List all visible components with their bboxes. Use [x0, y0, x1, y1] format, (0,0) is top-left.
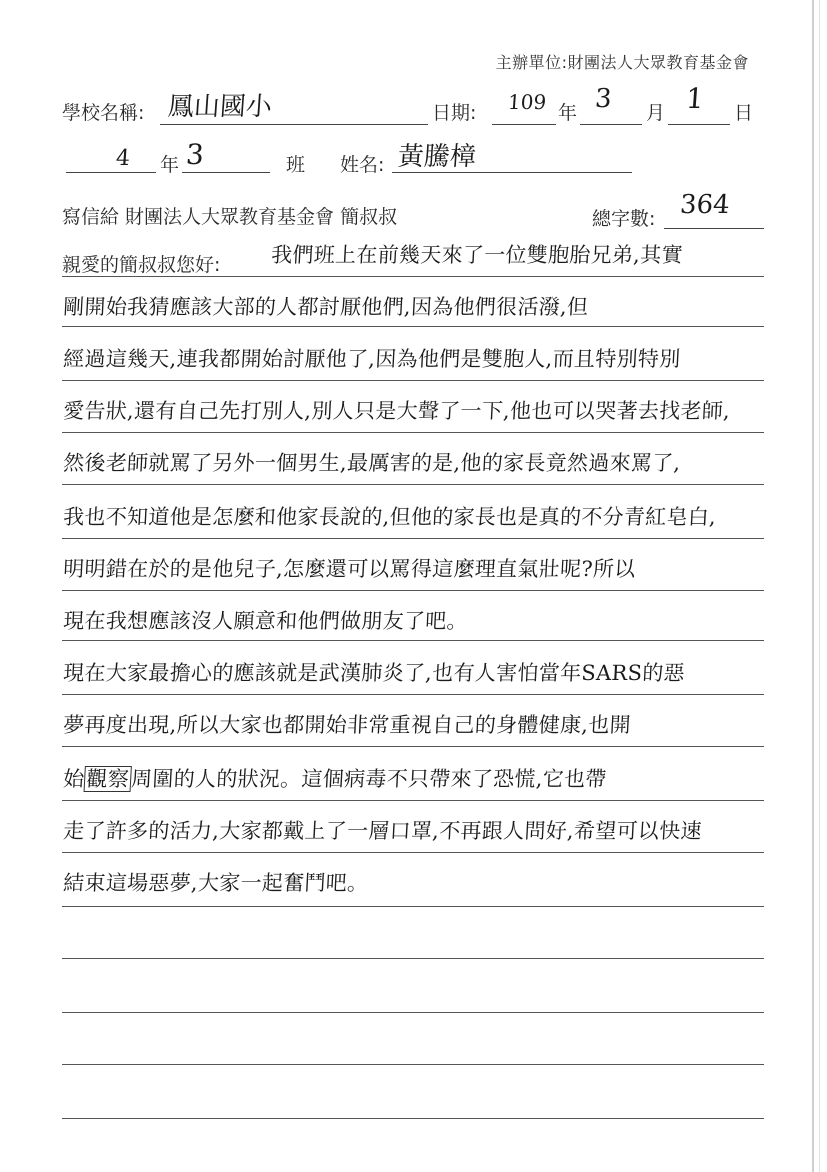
- day-unit: 日: [734, 102, 754, 124]
- word-count-value: 364: [678, 190, 731, 220]
- month-value: 3: [593, 84, 613, 114]
- ruled-line: [62, 958, 764, 959]
- letter-line: 我們班上在前幾天來了一位雙胞胎兄弟,其實: [270, 243, 684, 267]
- word-count-label: 總字數:: [592, 208, 656, 230]
- letter-line: 我也不知道他是怎麼和他家長說的,但他的家長也是真的不分青紅皂白,: [62, 505, 717, 529]
- month-unit: 月: [646, 102, 666, 124]
- letter-line: 走了許多的活力,大家都戴上了一層口罩,不再跟人問好,希望可以快速: [62, 819, 703, 843]
- letter-line: 剛開始我猜應該大部的人都討厭他們,因為他們很活潑,但: [62, 295, 589, 319]
- year-underline: [492, 124, 556, 125]
- letter-line: 經過這幾天,連我都開始討厭他了,因為他們是雙胞人,而且特別特別: [62, 347, 682, 371]
- scan-edge: [812, 0, 814, 1172]
- letter-line: 現在大家最擔心的應該就是武漢肺炎了,也有人害怕當年SARS的惡: [62, 661, 686, 685]
- word-count-underline: [664, 228, 764, 229]
- year-unit: 年: [558, 102, 578, 124]
- month-underline: [580, 124, 642, 125]
- ruled-line: [62, 1012, 764, 1013]
- grade-unit: 年: [160, 154, 180, 176]
- letter-line: 夢再度出現,所以大家也都開始非常重視自己的身體健康,也開: [62, 713, 632, 737]
- grade-underline: [66, 172, 156, 173]
- class-value: 3: [184, 138, 205, 171]
- class-underline: [182, 172, 270, 173]
- day-value: 1: [684, 82, 705, 115]
- letter-line: 然後老師就罵了另外一個男生,最厲害的是,他的家長竟然過來罵了,: [62, 451, 682, 475]
- school-underline: [160, 124, 428, 125]
- name-underline: [392, 172, 632, 173]
- scan-edge-inner: [819, 0, 820, 1172]
- ruled-line: [62, 1064, 764, 1065]
- letter-line: 結束這場惡夢,大家一起奮鬥吧。: [62, 871, 370, 895]
- student-name: 黃騰樟: [396, 142, 477, 172]
- letter-line: 現在我想應該沒人願意和他們做朋友了吧。: [62, 609, 469, 633]
- day-underline: [668, 124, 730, 125]
- boxed-word: 觀察: [84, 766, 132, 792]
- year-value: 109: [507, 90, 548, 114]
- class-unit: 班: [286, 154, 306, 176]
- letter-line: 明明錯在於的是他兒子,怎麼還可以罵得這麼理直氣壯呢?所以: [62, 557, 637, 581]
- date-label: 日期:: [432, 102, 477, 124]
- letter-line: 愛告狀,還有自己先打別人,別人只是大聲了一下,他也可以哭著去找老師,: [62, 399, 731, 423]
- school-value: 鳳山國小: [166, 92, 273, 122]
- greeting: 親愛的簡叔叔您好:: [62, 254, 221, 276]
- organizer-text: 主辦單位:財團法人大眾教育基金會: [495, 53, 749, 72]
- grade-value: 4: [115, 146, 131, 171]
- recipient-line: 寫信給 財團法人大眾教育基金會 簡叔叔: [62, 206, 398, 228]
- letter-line: 始觀察周圍的人的狀況。這個病毒不只帶來了恐慌,它也帶: [62, 767, 608, 791]
- ruled-line: [62, 906, 764, 907]
- name-label: 姓名:: [340, 154, 385, 176]
- ruled-line: [62, 1118, 764, 1119]
- school-label: 學校名稱:: [62, 102, 145, 124]
